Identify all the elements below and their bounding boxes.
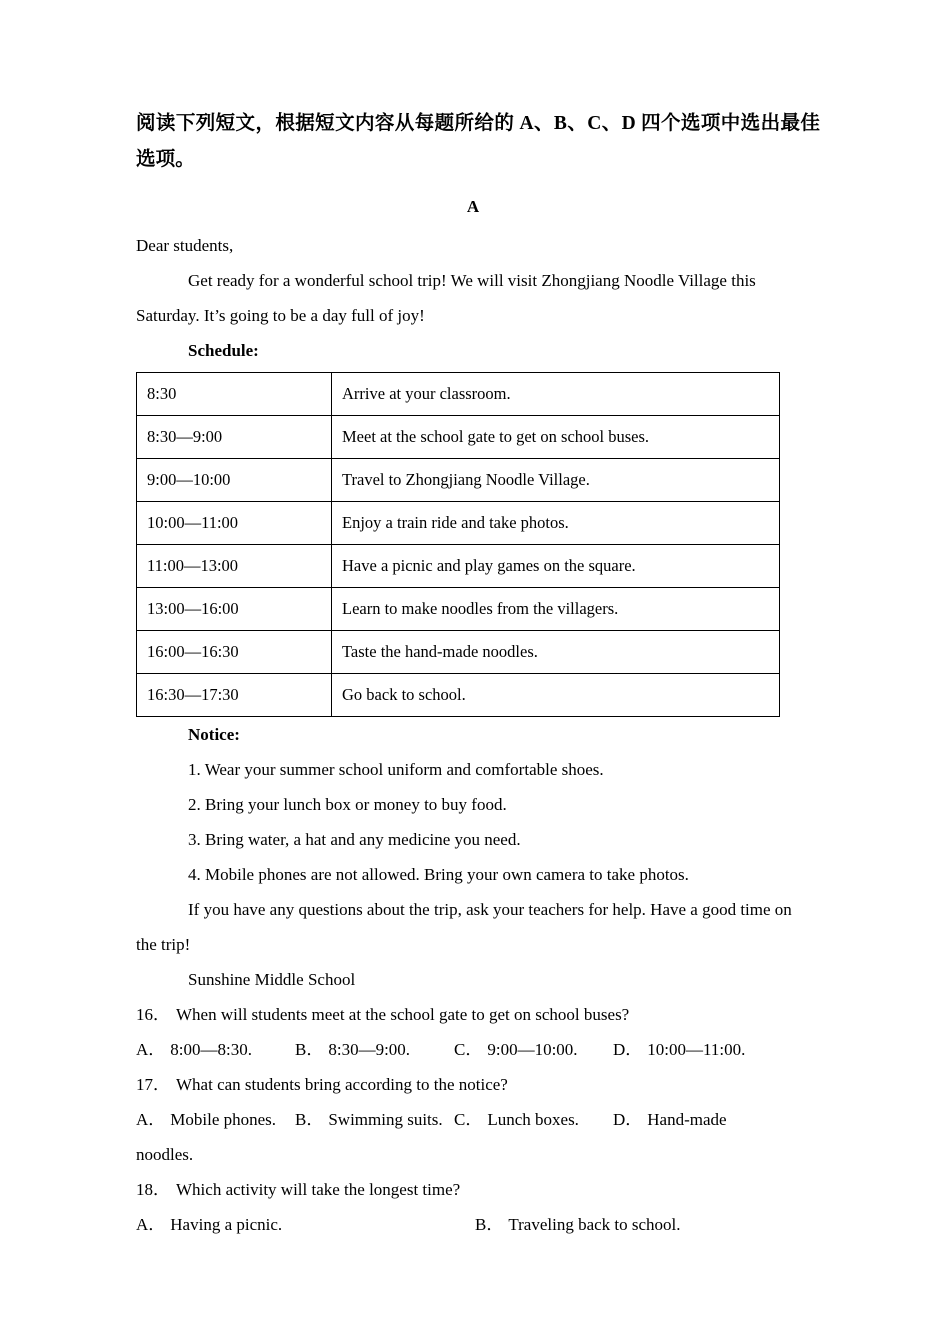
question-16-options [136,1032,820,1067]
question-16-number: 16． [136,1005,170,1024]
letter-intro-line-2: Saturday. It’s going to be a day full of joy! [136,306,425,325]
schedule-time: 16:30—17:30 [137,674,332,717]
option-text: Mobile phones. [170,1110,277,1129]
schedule-activity: Taste the hand-made noodles. [332,631,780,674]
question-18-option-b[interactable] [475,1207,681,1242]
option-letter: B． [475,1215,504,1234]
schedule-time: 11:00—13:00 [137,545,332,588]
notice-item-2: 2. Bring your lunch box or money to buy food. [188,795,507,814]
question-17-option-d[interactable] [613,1102,727,1137]
question-17-text: What can students bring according to the notice? [176,1075,508,1094]
option-text: 8:00—8:30. [170,1040,252,1059]
question-17 [136,1067,820,1102]
schedule-table [136,372,780,717]
option-letter: A． [136,1040,166,1059]
option-letter: B． [295,1040,324,1059]
schedule-activity: Meet at the school gate to get on school buses. [332,416,780,459]
option-letter: A． [136,1215,166,1234]
notice-item-3: 3. Bring water, a hat and any medicine you need. [188,830,521,849]
schedule-activity: Enjoy a train ride and take photos. [332,502,780,545]
table-row [137,459,780,502]
question-16-text: When will students meet at the school gate to get on school buses? [176,1005,630,1024]
question-17-option-a[interactable] [136,1102,295,1137]
question-18-number: 18． [136,1180,170,1199]
question-18 [136,1172,820,1207]
option-text: Hand-made [647,1110,727,1129]
schedule-time: 13:00—16:00 [137,588,332,631]
table-row [137,373,780,416]
question-18-options [136,1207,820,1242]
option-text: 10:00—11:00. [647,1040,746,1059]
option-letter: D． [613,1110,643,1129]
schedule-time: 8:30 [137,373,332,416]
question-16-option-a[interactable] [136,1032,295,1067]
table-row [137,631,780,674]
option-letter: D． [613,1040,643,1059]
option-text: Traveling back to school. [508,1215,681,1234]
letter-signature: Sunshine Middle School [188,970,356,989]
option-letter: A． [136,1110,166,1129]
schedule-activity: Learn to make noodles from the villagers. [332,588,780,631]
exercise-directions: 阅读下列短文，根据短文内容从每题所给的 A、B、C、D 四个选项中选出最佳选项。 [136,113,820,170]
table-row [137,545,780,588]
letter-intro-line-1: Get ready for a wonderful school trip! We will visit Zhongjiang Noodle Village this [188,271,756,290]
schedule-activity: Go back to school. [332,674,780,717]
question-16-option-c[interactable] [454,1032,613,1067]
option-text: 8:30—9:00. [328,1040,411,1059]
question-18-option-a[interactable] [136,1207,475,1242]
option-text: Lunch boxes. [487,1110,579,1129]
letter-closing-line-1: If you have any questions about the trip, ask your teachers for help. Have a good time on [188,900,792,919]
table-row [137,502,780,545]
letter-closing-line-2: the trip! [136,935,191,954]
schedule-time: 9:00—10:00 [137,459,332,502]
schedule-table-body [137,373,780,717]
question-17-option-b[interactable] [295,1102,454,1137]
option-letter: C． [454,1040,483,1059]
schedule-activity: Have a picnic and play games on the square. [332,545,780,588]
schedule-activity: Arrive at your classroom. [332,373,780,416]
question-17-option-c[interactable] [454,1102,613,1137]
question-18-text: Which activity will take the longest time? [176,1180,461,1199]
table-row [137,416,780,459]
option-letter: B． [295,1110,324,1129]
page-content [136,0,820,1242]
option-text: Swimming suits. [328,1110,443,1129]
schedule-time: 16:00—16:30 [137,631,332,674]
notice-heading: Notice: [188,725,240,744]
question-17-option-d-continuation: noodles. [136,1145,194,1164]
schedule-heading: Schedule: [188,341,259,360]
option-text: Having a picnic. [170,1215,283,1234]
option-letter: C． [454,1110,483,1129]
letter-salutation: Dear students, [136,236,234,255]
notice-item-1: 1. Wear your summer school uniform and comfortable shoes. [188,760,604,779]
question-17-options [136,1102,820,1137]
schedule-activity: Travel to Zhongjiang Noodle Village. [332,459,780,502]
question-16 [136,997,820,1032]
notice-item-4: 4. Mobile phones are not allowed. Bring your own camera to take photos. [188,865,689,884]
table-row [137,588,780,631]
schedule-time: 8:30—9:00 [137,416,332,459]
option-text: 9:00—10:00. [487,1040,578,1059]
table-row [137,674,780,717]
schedule-time: 10:00—11:00 [137,502,332,545]
passage-label-a: A [466,197,480,216]
question-16-option-d[interactable] [613,1032,745,1067]
question-17-number: 17． [136,1075,170,1094]
question-16-option-b[interactable] [295,1032,454,1067]
